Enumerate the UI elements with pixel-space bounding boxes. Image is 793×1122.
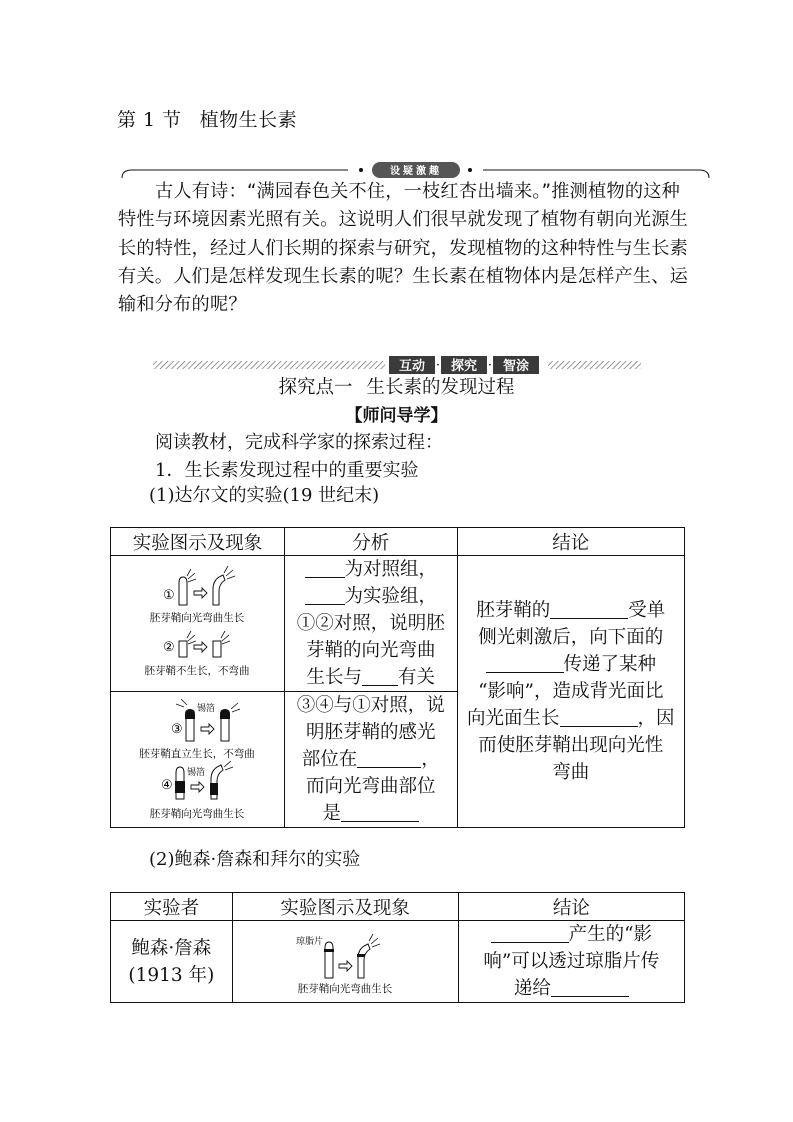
analysis-text: 生长与 xyxy=(306,667,363,688)
sunlight-icon xyxy=(224,761,233,770)
table-header: 实验图示及现象 xyxy=(232,893,458,921)
foil-label: 锡箔 xyxy=(197,703,216,714)
analysis-text: 部位在 xyxy=(301,749,358,770)
analysis-text: 为对照组， xyxy=(344,559,438,580)
exploration-point-number: 探究点一 xyxy=(278,377,353,398)
analysis-text: 为实验组， xyxy=(344,586,438,607)
experiment-figure-3-4 xyxy=(111,695,283,825)
sunlight-icon xyxy=(369,934,380,947)
sunlight-icon xyxy=(221,631,230,644)
explore-banner-label2: 探究 xyxy=(450,359,478,374)
table-row xyxy=(111,921,685,1003)
experimenter-cell xyxy=(111,921,233,1003)
caption-2: 胚芽鞘不生长，不弯曲 xyxy=(144,664,250,677)
section-name: 植物生长素 xyxy=(199,109,298,131)
analysis-line xyxy=(285,583,457,610)
arrow-icon xyxy=(194,588,207,598)
conclusion-line xyxy=(459,975,684,1002)
agar-slice-icon xyxy=(357,954,365,957)
bent-coleoptile-icon xyxy=(358,944,370,978)
conclusion-line: “影响”，造成背光面比 xyxy=(478,681,664,702)
arrow-icon xyxy=(339,961,352,971)
darwin-table xyxy=(110,527,685,828)
answer-blank[interactable] xyxy=(560,708,638,727)
analysis-line xyxy=(285,746,457,773)
conclusion-text: 递给 xyxy=(513,978,551,999)
conclusion-line xyxy=(459,921,684,948)
analysis-line xyxy=(285,556,457,583)
label-n4: ④ xyxy=(161,777,174,793)
reading-instruction: 阅读教材，完成科学家的探索过程： xyxy=(155,432,443,453)
answer-blank[interactable] xyxy=(305,559,345,578)
experimenter-year: (1913 年) xyxy=(128,964,215,986)
label-n3: ③ xyxy=(171,721,184,737)
explore-banner-dot1: · xyxy=(435,358,441,373)
label-n1: ① xyxy=(163,587,176,603)
explore-banner-label3: 智涂 xyxy=(502,359,530,374)
figure-cell-1-2 xyxy=(111,556,285,692)
boysen-jensen-table xyxy=(110,892,685,1003)
answer-blank[interactable] xyxy=(305,586,345,605)
foil-band-icon xyxy=(210,783,218,795)
experiment-figure-1-2 xyxy=(111,561,283,687)
conclusion-line xyxy=(462,651,680,678)
experiment-figure-agar xyxy=(233,926,457,998)
explore-banner-dot2: · xyxy=(487,358,493,373)
sunlight-icon xyxy=(224,566,235,579)
caption-3: 胚芽鞘直立生长，不弯曲 xyxy=(139,747,256,760)
analysis-cell-1 xyxy=(284,556,457,692)
conclusion-cell xyxy=(458,921,684,1003)
bent-coleoptile-icon xyxy=(213,575,225,605)
analysis-text: 是 xyxy=(322,803,342,824)
table-header: 结论 xyxy=(457,528,684,556)
analysis-line: 而向光弯曲部位 xyxy=(306,776,436,797)
table-header: 结论 xyxy=(458,893,684,921)
caption-agar: 胚芽鞘向光弯曲生长 xyxy=(297,982,393,995)
conclusion-line xyxy=(462,597,680,624)
answer-blank[interactable] xyxy=(362,667,398,686)
table-row xyxy=(111,556,685,692)
arrow-icon xyxy=(194,642,207,652)
analysis-line xyxy=(285,800,457,827)
cut-coleoptile-icon xyxy=(179,641,187,657)
conclusion-text: 产生的“影 xyxy=(568,924,653,945)
analysis-text: ， xyxy=(421,749,440,770)
analysis-cell-2 xyxy=(284,692,457,828)
table-header: 实验者 xyxy=(111,893,233,921)
conclusion-text: 受单 xyxy=(628,600,666,621)
analysis-line: ①②对照，说明胚 xyxy=(296,613,445,634)
table-header: 分析 xyxy=(284,528,457,556)
agar-label: 琼脂片 xyxy=(296,936,324,947)
section-number: 第 1 节 xyxy=(117,109,182,131)
agar-slice-icon xyxy=(324,949,334,952)
conclusion-line: 而使胚芽鞘出现向光性 xyxy=(478,735,664,756)
foil-cap-icon xyxy=(220,709,230,719)
experimenter-name: 鲍森·詹森 xyxy=(131,937,212,959)
analysis-line: 芽鞘的向光弯曲 xyxy=(306,640,436,661)
boysen-jensen-heading: (2)鲍森·詹森和拜尔的实验 xyxy=(149,849,361,870)
conclusion-cell xyxy=(457,556,684,828)
caption-4: 胚芽鞘向光弯曲生长 xyxy=(150,807,245,820)
answer-blank[interactable] xyxy=(551,978,629,997)
conclusion-line: 响”可以透过琼脂片传 xyxy=(483,951,660,972)
darwin-heading: (1)达尔文的实验(19 世纪末) xyxy=(149,485,380,506)
foil-band-icon xyxy=(175,781,185,793)
foil-label: 锡箔 xyxy=(187,767,206,778)
item-1-heading: 1．生长素发现过程中的重要实验 xyxy=(155,460,419,481)
explore-banner-label1: 互动 xyxy=(398,359,426,374)
arrow-icon xyxy=(201,724,214,734)
conclusion-text: 胚芽鞘的 xyxy=(476,600,551,621)
figure-cell-3-4 xyxy=(111,692,285,828)
table-header-row xyxy=(111,528,685,556)
analysis-line xyxy=(285,664,457,691)
exploration-point-title xyxy=(0,373,793,399)
label-n2: ② xyxy=(163,639,176,655)
conclusion-text: 传递了某种 xyxy=(563,654,657,675)
coleoptile-icon xyxy=(325,942,333,978)
sunlight-icon xyxy=(231,703,240,712)
guide-heading: 【师问导学】 xyxy=(345,406,448,426)
exploration-point-name: 生长素的发现过程 xyxy=(366,377,515,398)
sunlight-icon xyxy=(187,569,196,582)
table-header-row xyxy=(111,893,685,921)
foil-cap-icon xyxy=(185,709,195,719)
table-header: 实验图示及现象 xyxy=(111,528,285,556)
intro-banner-label: 设疑激趣 xyxy=(390,166,442,177)
conclusion-line: 侧光刺激后，向下面的 xyxy=(478,627,664,648)
conclusion-line xyxy=(462,705,680,732)
answer-blank[interactable] xyxy=(550,600,628,619)
page-title xyxy=(117,105,297,132)
caption-1: 胚芽鞘向光弯曲生长 xyxy=(150,611,245,624)
coleoptile-icon xyxy=(179,577,187,605)
figure-cell xyxy=(232,921,458,1003)
analysis-text: 有关 xyxy=(398,667,436,688)
conclusion-line: 弯曲 xyxy=(552,762,590,783)
conclusion-text: ，因 xyxy=(637,708,675,729)
answer-blank[interactable] xyxy=(341,803,419,822)
analysis-line: ③④与①对照，说 xyxy=(296,695,445,716)
intro-paragraph: 古人有诗：“满园春色关不住，一枝红杏出墙来。”推测植物的这种特性与环境因素光照有关。这说明人们很早就发现了植物有朝向光源生长的特性，经过人们长期的探索与研究，发现植物的这种特性与生长素有关。人们是怎样发现生长素的呢？生长素在植物体内是怎样产生、运输和分布的呢？ xyxy=(118,181,689,316)
answer-blank[interactable] xyxy=(357,749,421,768)
sunlight-icon xyxy=(176,699,187,707)
answer-blank[interactable] xyxy=(491,924,569,943)
cut-coleoptile-icon xyxy=(213,641,221,657)
answer-blank[interactable] xyxy=(486,654,564,673)
conclusion-text: 向光面生长 xyxy=(467,708,560,729)
analysis-line: 明胚芽鞘的感光 xyxy=(306,722,436,743)
arrow-icon xyxy=(191,782,204,792)
sunlight-icon xyxy=(187,631,196,644)
